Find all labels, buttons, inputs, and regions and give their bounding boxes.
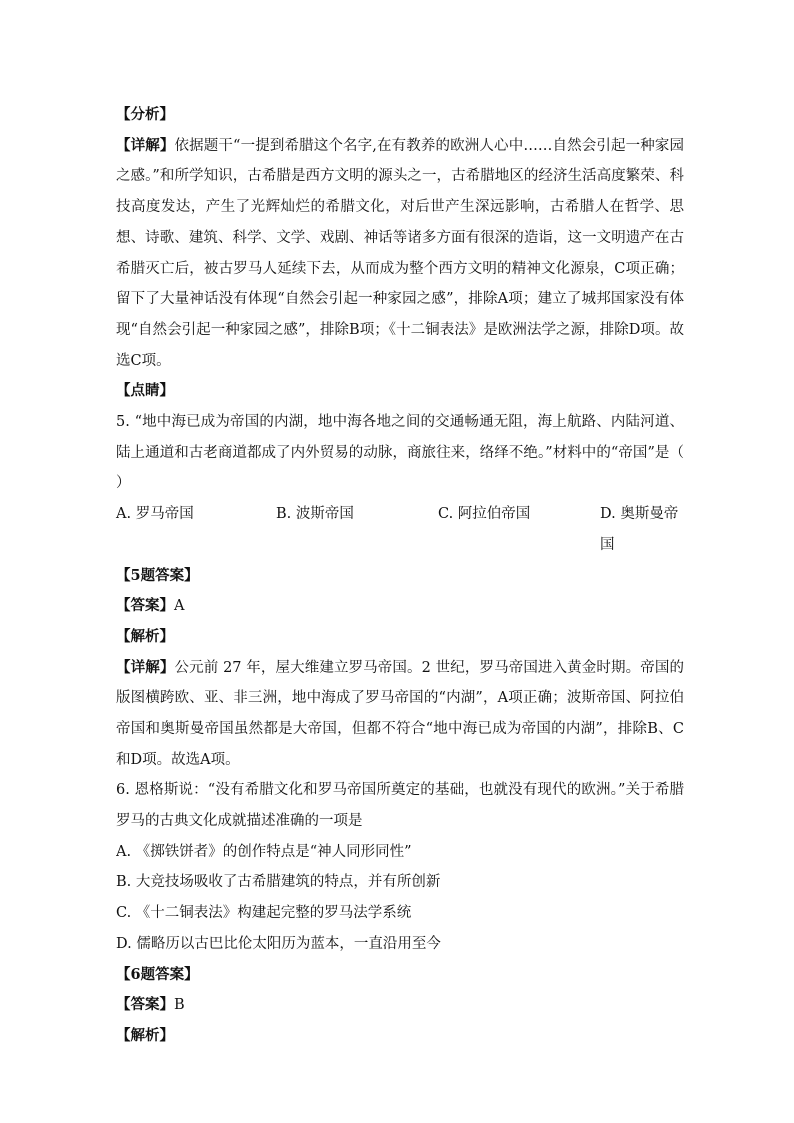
q6-option-c: C. 《十二铜表法》构建起完整的罗马法学系统 (116, 905, 412, 922)
q5-option-a: A. 罗马帝国 (116, 506, 194, 523)
q6-answer (116, 990, 684, 1021)
q5-analysis-label: 【解析】 (116, 627, 174, 645)
q5-detail-text: 公元前 27 年，屋大维建立罗马帝国。2 世纪，罗马帝国进入黄金时期。帝国的版图横跨欧、亚、非三洲，地中海成了罗马帝国的“内湖”，A项正确；波斯帝国、阿拉伯帝国和奥斯曼帝国虽然都是大帝国，但都不符合“地中海已成为帝国的内湖”，排除B、C和D项。故选A项。 (116, 659, 684, 768)
q6-option-d: D. 儒略历以古巴比伦太阳历为蓝本，一直沿用至今 (116, 935, 441, 952)
q5-option-d: D. 奥斯曼帝国 (600, 506, 679, 553)
q4-detail-text: 依据题干“一提到希腊这个名字,在有教养的欧洲人心中……自然会引起一种家园之感。”和所学知识，古希腊是西方文明的源头之一，古希腊地区的经济生活高度繁荣、科技高度发达，产生了光辉灿烂的希腊文化，对后世产生深远影响，古希腊人在哲学、思想、诗歌、建筑、科学、文学、戏剧、神话等诸多方面有很深的造诣，这一文明遗产在古希腊灭亡后，被古罗马人延续下去，从而成为整个西方文明的精神文化源泉，C项正确；留下了大量神话没有体现“自然会引起一种家园之感”，排除A项；建立了城邦国家没有体现“自然会引起一种家园之感”，排除B项；《十二铜表法》是欧洲法学之源，排除D项。故选C项。 (116, 137, 684, 369)
q5-option-c: C. 阿拉伯帝国 (438, 506, 531, 523)
q4-detail-label: 【详解】 (116, 136, 175, 154)
document-content (116, 100, 713, 1052)
q6-option-a: A. 《掷铁饼者》的创作特点是“神人同形同性” (116, 843, 412, 860)
q4-detail-paragraph (116, 131, 684, 377)
q6-option-b: B. 大竞技场吸收了古希腊建筑的特点，并有所创新 (116, 874, 441, 891)
q5-answer-label: 【答案】 (116, 597, 174, 615)
q6-answer-section: 【6题答案】 (116, 965, 199, 983)
q5-detail-label: 【详解】 (116, 658, 175, 676)
q5-options (116, 499, 684, 560)
q5-answer-section: 【5题答案】 (116, 566, 199, 584)
q5-detail-paragraph (116, 653, 684, 776)
q5-stem: 5. “地中海已成为帝国的内湖，地中海各地之间的交通畅通无阻，海上航路、内陆河道、陆上通道和古老商道都成了内外贸易的动脉，商旅往来，络绎不绝。”材料中的“帝国”是（ ） (116, 414, 713, 492)
q5-option-b: B. 波斯帝国 (276, 506, 354, 523)
q4-remark-label: 【点睛】 (116, 382, 174, 400)
q5-answer (116, 591, 684, 622)
q6-stem: 6. 恩格斯说：“没有希腊文化和罗马帝国所奠定的基础，也就没有现代的欧洲。”关于希腊罗马的古典文化成就描述准确的一项是 (116, 782, 684, 830)
q6-answer-label: 【答案】 (116, 996, 174, 1014)
q6-answer-value: B (174, 997, 185, 1014)
q5-answer-value: A (174, 598, 185, 615)
q4-analysis-label: 【分析】 (116, 106, 174, 123)
q6-analysis-label: 【解析】 (116, 1026, 174, 1044)
